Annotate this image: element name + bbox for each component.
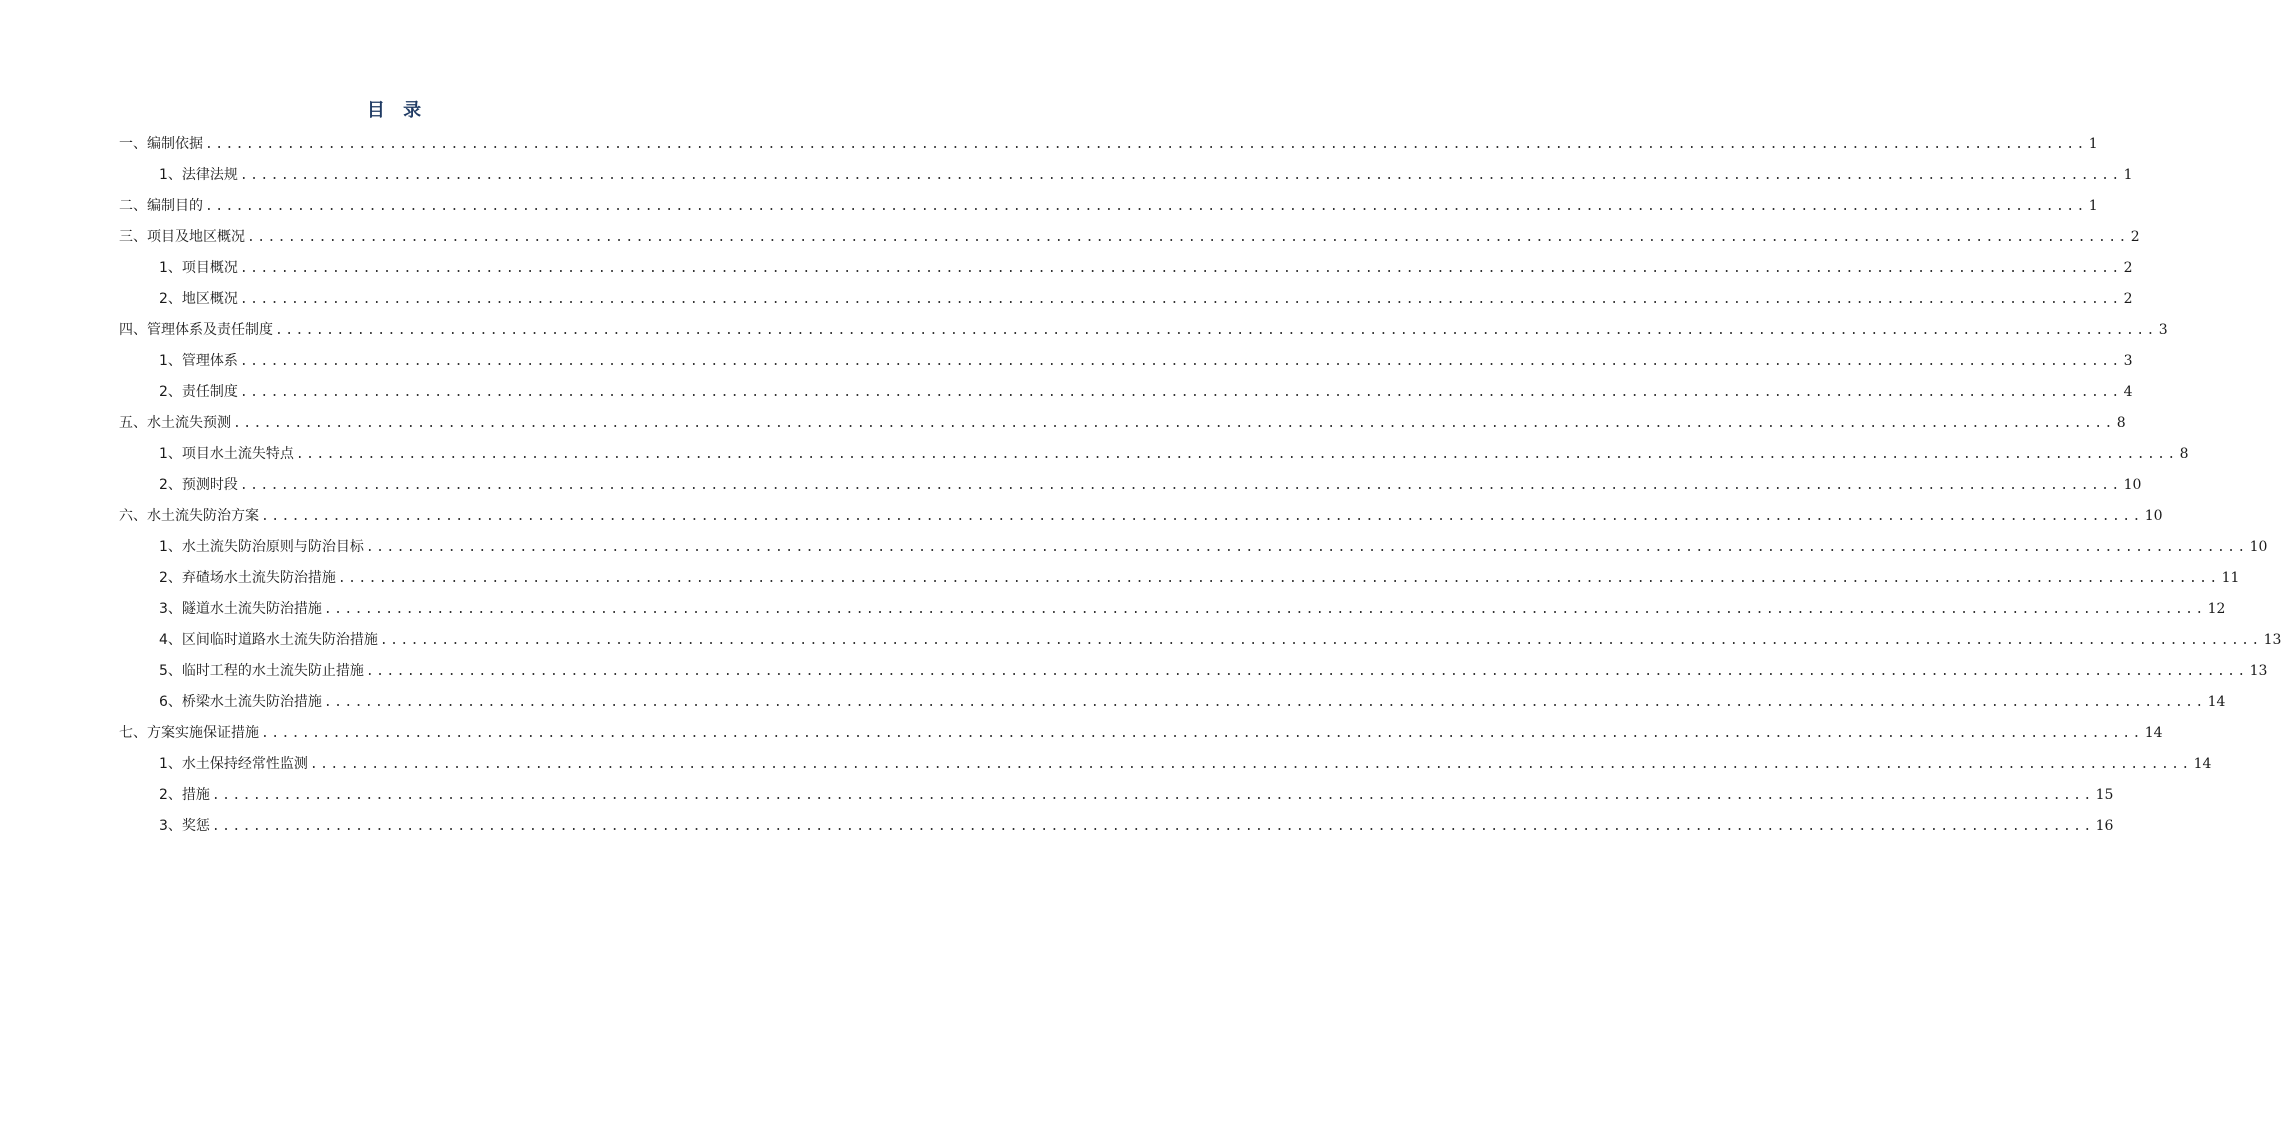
toc-entry-text: 3、隧道水土流失防治措施 <box>159 601 322 617</box>
toc-page-number: 8 <box>2116 415 2126 431</box>
toc-leader-dots: ........................................................................................................................................................................................ <box>365 664 2248 679</box>
toc-entry-text: 6、桥梁水土流失防治措施 <box>159 694 322 710</box>
toc-entry[interactable] <box>0 718 2163 749</box>
toc-list <box>0 129 2281 842</box>
toc-leader-dots: ........................................................................................................................................................................................ <box>295 447 2178 462</box>
toc-leader-dots: ........................................................................................................................................................................................ <box>247 230 2129 245</box>
toc-entry-text: 1、水土保持经常性监测 <box>159 756 308 772</box>
toc-entry[interactable] <box>0 439 2189 470</box>
toc-entry[interactable] <box>0 160 2133 191</box>
toc-entry-text: 5、临时工程的水土流失防止措施 <box>159 663 364 679</box>
toc-leader-dots: ........................................................................................................................................................................................ <box>261 509 2143 524</box>
toc-entry-text: 1、项目水土流失特点 <box>159 446 294 462</box>
toc-leader-dots: ........................................................................................................................................................................................ <box>205 137 2087 152</box>
toc-entry-text: 七、方案实施保证措施 <box>119 725 259 741</box>
toc-leader-dots: ........................................................................................................................................................................................ <box>211 819 2094 834</box>
toc-page-number: 2 <box>2123 260 2133 276</box>
toc-entry[interactable] <box>0 346 2133 377</box>
toc-page-number: 15 <box>2095 787 2114 803</box>
toc-entry-text: 1、管理体系 <box>159 353 238 369</box>
toc-entry[interactable] <box>0 656 2268 687</box>
toc-entry[interactable] <box>0 563 2240 594</box>
toc-entry[interactable] <box>0 222 2140 253</box>
toc-leader-dots: ........................................................................................................................................................................................ <box>211 788 2094 803</box>
toc-page-number: 10 <box>2144 508 2163 524</box>
toc-page-number: 1 <box>2123 167 2133 183</box>
toc-leader-dots: ........................................................................................................................................................................................ <box>379 633 2262 648</box>
toc-page-number: 16 <box>2095 818 2114 834</box>
toc-page-number: 1 <box>2088 198 2098 214</box>
toc-leader-dots: ........................................................................................................................................................................................ <box>337 571 2220 586</box>
toc-entry[interactable] <box>0 470 2142 501</box>
toc-page-number: 1 <box>2088 136 2098 152</box>
toc-page-number: 3 <box>2123 353 2133 369</box>
toc-leader-dots: ........................................................................................................................................................................................ <box>239 354 2122 369</box>
toc-title: 目 录 <box>366 100 428 121</box>
toc-leader-dots: ........................................................................................................................................................................................ <box>323 602 2206 617</box>
toc-entry-text: 2、措施 <box>159 787 210 803</box>
toc-page-number: 10 <box>2249 539 2268 555</box>
toc-leader-dots: ........................................................................................................................................................................................ <box>261 726 2143 741</box>
toc-entry-text: 2、责任制度 <box>159 384 238 400</box>
toc-page-number: 2 <box>2123 291 2133 307</box>
toc-leader-dots: ........................................................................................................................................................................................ <box>233 416 2115 431</box>
toc-entry-text: 2、预测时段 <box>159 477 238 493</box>
toc-entry[interactable] <box>0 594 2226 625</box>
toc-page-number: 2 <box>2130 229 2140 245</box>
toc-leader-dots: ........................................................................................................................................................................................ <box>365 540 2248 555</box>
toc-leader-dots: ........................................................................................................................................................................................ <box>309 757 2192 772</box>
toc-entry-text: 4、区间临时道路水土流失防治措施 <box>159 632 378 648</box>
toc-page-number: 14 <box>2193 756 2212 772</box>
toc-entry[interactable] <box>0 408 2126 439</box>
toc-entry[interactable] <box>0 284 2133 315</box>
toc-page-number: 4 <box>2123 384 2133 400</box>
toc-entry[interactable] <box>0 625 2281 656</box>
toc-entry-text: 3、奖惩 <box>159 818 210 834</box>
toc-page-number: 3 <box>2158 322 2168 338</box>
toc-page-number: 10 <box>2123 477 2142 493</box>
toc-leader-dots: ........................................................................................................................................................................................ <box>205 199 2087 214</box>
toc-leader-dots: ........................................................................................................................................................................................ <box>239 261 2122 276</box>
toc-entry-text: 六、水土流失防治方案 <box>119 508 259 524</box>
toc-entry[interactable] <box>0 749 2212 780</box>
toc-entry[interactable] <box>0 687 2226 718</box>
toc-leader-dots: ........................................................................................................................................................................................ <box>323 695 2206 710</box>
toc-leader-dots: ........................................................................................................................................................................................ <box>239 168 2122 183</box>
toc-entry-text: 一、编制依据 <box>119 136 203 152</box>
toc-entry-text: 1、法律法规 <box>159 167 238 183</box>
toc-entry[interactable] <box>0 315 2168 346</box>
toc-entry-text: 三、项目及地区概况 <box>119 229 245 245</box>
toc-entry-text: 五、水土流失预测 <box>119 415 231 431</box>
toc-entry[interactable] <box>0 532 2268 563</box>
toc-entry-text: 2、地区概况 <box>159 291 238 307</box>
toc-entry[interactable] <box>0 129 2098 160</box>
toc-leader-dots: ........................................................................................................................................................................................ <box>239 385 2122 400</box>
toc-entry-text: 二、编制目的 <box>119 198 203 214</box>
toc-entry-text: 2、弃碴场水土流失防治措施 <box>159 570 336 586</box>
toc-entry[interactable] <box>0 811 2114 842</box>
toc-leader-dots: ........................................................................................................................................................................................ <box>275 323 2157 338</box>
toc-entry-text: 四、管理体系及责任制度 <box>119 322 273 338</box>
toc-page-number: 14 <box>2144 725 2163 741</box>
toc-page-number: 13 <box>2249 663 2268 679</box>
toc-entry[interactable] <box>0 253 2133 284</box>
toc-entry[interactable] <box>0 191 2098 222</box>
toc-entry[interactable] <box>0 377 2133 408</box>
toc-page-number: 8 <box>2179 446 2189 462</box>
toc-leader-dots: ........................................................................................................................................................................................ <box>239 292 2122 307</box>
toc-entry[interactable] <box>0 501 2163 532</box>
toc-entry-text: 1、水土流失防治原则与防治目标 <box>159 539 364 555</box>
toc-page-number: 14 <box>2207 694 2226 710</box>
toc-entry[interactable] <box>0 780 2114 811</box>
toc-page-number: 13 <box>2263 632 2281 648</box>
toc-entry-text: 1、项目概况 <box>159 260 238 276</box>
toc-page-number: 11 <box>2221 570 2240 586</box>
toc-leader-dots: ........................................................................................................................................................................................ <box>239 478 2122 493</box>
toc-page-number: 12 <box>2207 601 2226 617</box>
